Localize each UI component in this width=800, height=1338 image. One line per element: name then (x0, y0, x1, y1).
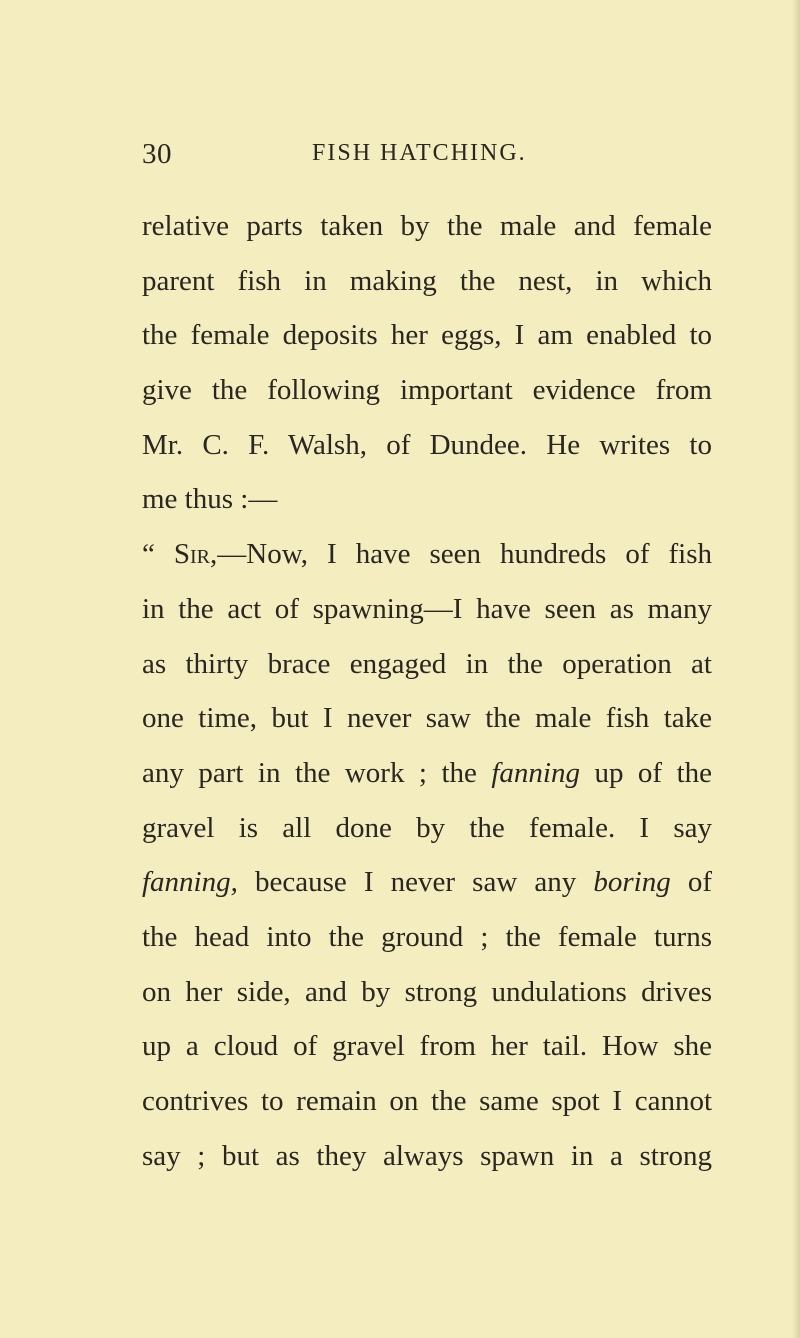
text-fragment: of (670, 866, 712, 899)
text-line: gravel is all done by the female. I say (142, 811, 712, 844)
text-line: the head into the ground ; the female turns (142, 920, 712, 953)
salutation: Sir (173, 538, 211, 571)
text-line (142, 527, 712, 582)
page-edge-shadow (792, 0, 800, 1338)
text-line: one time, but I never saw the male fish take (142, 702, 712, 735)
text-line: me thus :— (142, 483, 278, 516)
text-line: in the act of spawning—I have seen as many (142, 592, 712, 625)
text-fragment: because I never saw any (237, 866, 594, 899)
italic-term: fanning (491, 756, 580, 789)
body-text (142, 199, 712, 1183)
italic-term: fanning, (142, 866, 238, 899)
text-line: relative parts taken by the male and female (142, 210, 712, 242)
text-fragment: ,—Now, I have seen hundreds of fish (210, 538, 713, 571)
text-line: give the following important evidence from (142, 374, 712, 407)
text-fragment: any part in the work ; the (142, 756, 492, 789)
text-line (142, 746, 712, 801)
text-line: as thirty brace engaged in the operation at (142, 647, 712, 680)
page-header (142, 138, 702, 178)
text-line: parent fish in making the nest, in which (142, 264, 712, 297)
text-line: on her side, and by strong undulations drives (142, 975, 712, 1008)
page-number: 30 (142, 138, 172, 170)
italic-term: boring (593, 866, 671, 899)
running-head: FISH HATCHING. (312, 140, 527, 166)
text-fragment: up of the (579, 756, 712, 789)
open-quote: “ (142, 538, 174, 571)
text-line: say ; but as they always spawn in a strong (142, 1139, 712, 1172)
text-line: up a cloud of gravel from her tail. How she (142, 1030, 712, 1063)
text-line: the female deposits her eggs, I am enabled to (142, 319, 712, 352)
text-line (142, 855, 712, 910)
text-line: Mr. C. F. Walsh, of Dundee. He writes to (142, 428, 712, 461)
text-line: contrives to remain on the same spot I cannot (142, 1085, 712, 1117)
